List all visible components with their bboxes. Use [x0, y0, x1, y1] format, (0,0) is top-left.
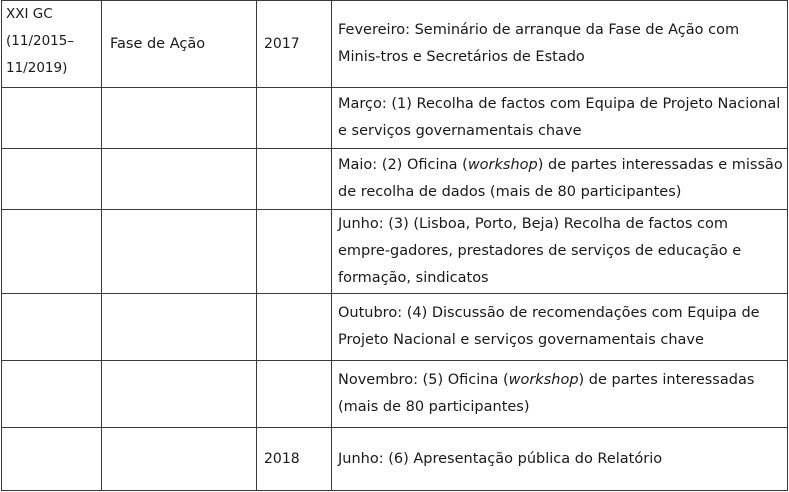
phase-cell	[102, 361, 257, 428]
activity-italic-text: workshop	[508, 372, 579, 388]
phase-cell: Fase de Ação	[102, 1, 257, 88]
table-row	[2, 361, 788, 428]
activity-text: ) de partes interessadas e missão de recolha de dados (mais de 80 participantes)	[338, 157, 783, 200]
year-cell	[257, 88, 332, 149]
activity-cell: Junho: (3) (Lisboa, Porto, Beja) Recolha de factos com empre-gadores, prestadores de serviços de educação e formação, sindicatos	[332, 210, 788, 294]
activity-cell: Fevereiro: Seminário de arranque da Fase de Ação com Minis-tros e Secretários de Estado	[332, 1, 788, 88]
activity-italic-text: workshop	[467, 157, 538, 173]
year-cell	[257, 294, 332, 361]
table-row	[2, 1, 788, 88]
year-cell: 2018	[257, 428, 332, 491]
activity-text: ) de partes interessadas (mais de 80 participantes)	[338, 372, 755, 415]
period-line: XXI GC	[6, 6, 53, 22]
year-cell: 2017	[257, 1, 332, 88]
activity-cell	[332, 149, 788, 210]
activity-cell	[332, 361, 788, 428]
table-row	[2, 149, 788, 210]
period-cell	[2, 149, 102, 210]
period-cell	[2, 210, 102, 294]
period-line: (11/2015–	[6, 33, 75, 49]
timeline-table	[1, 0, 788, 491]
phase-cell	[102, 210, 257, 294]
activity-cell: Junho: (6) Apresentação pública do Relatório	[332, 428, 788, 491]
period-cell	[2, 361, 102, 428]
year-cell	[257, 210, 332, 294]
period-line: 11/2019)	[6, 60, 68, 76]
period-cell	[2, 88, 102, 149]
activity-text: Maio: (2) Oficina (	[338, 157, 468, 173]
period-cell	[2, 294, 102, 361]
year-cell	[257, 149, 332, 210]
activity-text: Novembro: (5) Oficina (	[338, 372, 509, 388]
year-cell	[257, 361, 332, 428]
period-cell	[2, 1, 102, 88]
table-row	[2, 210, 788, 294]
phase-cell	[102, 149, 257, 210]
table-row	[2, 428, 788, 491]
phase-cell	[102, 88, 257, 149]
phase-cell	[102, 294, 257, 361]
table-row	[2, 294, 788, 361]
table-row	[2, 88, 788, 149]
period-cell	[2, 428, 102, 491]
activity-cell: Março: (1) Recolha de factos com Equipa de Projeto Nacional e serviços governamentais chave	[332, 88, 788, 149]
activity-cell: Outubro: (4) Discussão de recomendações com Equipa de Projeto Nacional e serviços governamentais chave	[332, 294, 788, 361]
phase-cell	[102, 428, 257, 491]
